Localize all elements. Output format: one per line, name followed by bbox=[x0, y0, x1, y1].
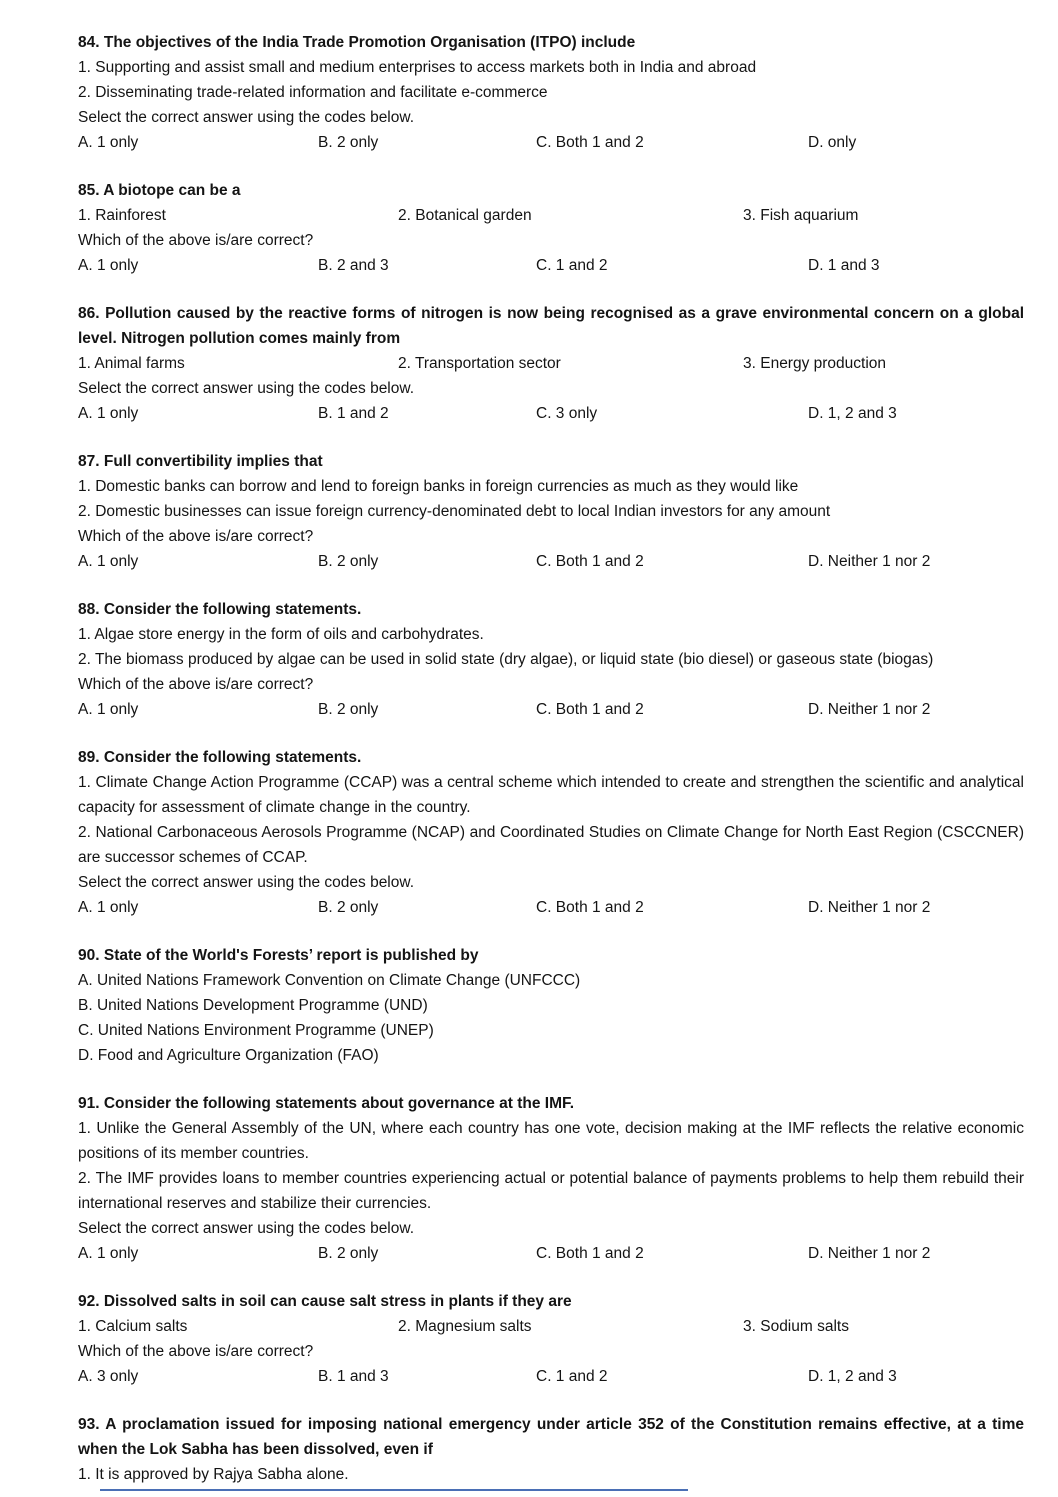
item-1: 1. Animal farms bbox=[78, 355, 185, 372]
statement-line: 1. Supporting and assist small and medium enterprises to access markets both in India and abroad bbox=[78, 59, 757, 76]
item-2: 2. Botanical garden bbox=[398, 207, 532, 224]
question-title: 93. A proclamation issued for imposing national emergency under article 352 of the Constitution remains effective, at a time when the Lok Sabha has been dissolved, even if bbox=[78, 1416, 1024, 1458]
question-title: 92. Dissolved salts in soil can cause salt stress in plants if they are bbox=[78, 1293, 572, 1310]
question-87 bbox=[78, 449, 1024, 574]
question-91 bbox=[78, 1091, 1024, 1266]
question-prompt: Select the correct answer using the codes below. bbox=[78, 109, 415, 126]
question-prompt: Select the correct answer using the codes below. bbox=[78, 1220, 415, 1237]
footer-divider-line bbox=[100, 1489, 688, 1491]
question-prompt: Which of the above is/are correct? bbox=[78, 676, 314, 693]
option-b: B. 1 and 3 bbox=[318, 1368, 389, 1385]
option-c: C. Both 1 and 2 bbox=[536, 701, 644, 718]
option-a: A. 1 only bbox=[78, 1245, 139, 1262]
options-row bbox=[78, 895, 1024, 920]
option-c: C. Both 1 and 2 bbox=[536, 899, 644, 916]
options-row bbox=[78, 253, 1024, 278]
option-b: B. 2 only bbox=[318, 701, 379, 718]
option-a: A. 1 only bbox=[78, 257, 139, 274]
item-2: 2. Magnesium salts bbox=[398, 1318, 532, 1335]
option-line-d: D. Food and Agriculture Organization (FAO) bbox=[78, 1047, 379, 1064]
item-3: 3. Sodium salts bbox=[743, 1318, 849, 1335]
question-93 bbox=[78, 1412, 1024, 1487]
option-a: A. 3 only bbox=[78, 1368, 139, 1385]
options-row bbox=[78, 697, 1024, 722]
question-prompt: Which of the above is/are correct? bbox=[78, 1343, 314, 1360]
question-title: 86. Pollution caused by the reactive forms of nitrogen is now being recognised as a grave environmental concern on a global level. Nitrogen pollution comes mainly from bbox=[78, 305, 1024, 347]
option-d: D. 1, 2 and 3 bbox=[808, 1368, 897, 1385]
question-86 bbox=[78, 301, 1024, 426]
question-89 bbox=[78, 745, 1024, 920]
option-c: C. 1 and 2 bbox=[536, 257, 608, 274]
statement-line: 2. Domestic businesses can issue foreign currency-denominated debt to local Indian investors for any amount bbox=[78, 503, 831, 520]
option-b: B. 2 and 3 bbox=[318, 257, 389, 274]
question-84 bbox=[78, 30, 1024, 155]
option-d: D. only bbox=[808, 134, 857, 151]
option-line-c: C. United Nations Environment Programme (UNEP) bbox=[78, 1022, 434, 1039]
question-92 bbox=[78, 1289, 1024, 1389]
option-d: D. Neither 1 nor 2 bbox=[808, 553, 931, 570]
item-1: 1. Rainforest bbox=[78, 207, 166, 224]
question-prompt: Which of the above is/are correct? bbox=[78, 528, 314, 545]
option-line-b: B. United Nations Development Programme (UND) bbox=[78, 997, 428, 1014]
option-a: A. 1 only bbox=[78, 405, 139, 422]
option-b: B. 2 only bbox=[318, 134, 379, 151]
option-c: C. 3 only bbox=[536, 405, 598, 422]
items-row bbox=[78, 203, 1024, 228]
option-line-a: A. United Nations Framework Convention on Climate Change (UNFCCC) bbox=[78, 972, 581, 989]
statement-line: 1. Algae store energy in the form of oils and carbohydrates. bbox=[78, 626, 484, 643]
question-title: 90. State of the World's Forests’ report is published by bbox=[78, 947, 479, 964]
statement-line: 1. Domestic banks can borrow and lend to foreign banks in foreign currencies as much as they would like bbox=[78, 478, 799, 495]
question-88 bbox=[78, 597, 1024, 722]
option-a: A. 1 only bbox=[78, 134, 139, 151]
option-d: D. Neither 1 nor 2 bbox=[808, 1245, 931, 1262]
question-title: 88. Consider the following statements. bbox=[78, 601, 362, 618]
options-row bbox=[78, 549, 1024, 574]
option-b: B. 1 and 2 bbox=[318, 405, 389, 422]
question-85 bbox=[78, 178, 1024, 278]
option-d: D. 1 and 3 bbox=[808, 257, 880, 274]
option-a: A. 1 only bbox=[78, 553, 139, 570]
options-row bbox=[78, 401, 1024, 426]
item-2: 2. Transportation sector bbox=[398, 355, 561, 372]
statement-line: 2. The IMF provides loans to member countries experiencing actual or potential balance of payments problems to help them rebuild their international reserves and stabilize their currencies. bbox=[78, 1170, 1024, 1212]
options-row bbox=[78, 1364, 1024, 1389]
item-1: 1. Calcium salts bbox=[78, 1318, 188, 1335]
question-title: 85. A biotope can be a bbox=[78, 182, 241, 199]
items-row bbox=[78, 351, 1024, 376]
question-90 bbox=[78, 943, 1024, 1068]
statement-line: 1. Climate Change Action Programme (CCAP) was a central scheme which intended to create and strengthen the scientific and analytical capacity for assessment of climate change in the country. bbox=[78, 774, 1024, 816]
question-title: 91. Consider the following statements about governance at the IMF. bbox=[78, 1095, 575, 1112]
statement-line: 1. Unlike the General Assembly of the UN, where each country has one vote, decision making at the IMF reflects the relative economic positions of its member countries. bbox=[78, 1120, 1024, 1162]
options-row bbox=[78, 130, 1024, 155]
option-d: D. Neither 1 nor 2 bbox=[808, 701, 931, 718]
option-b: B. 2 only bbox=[318, 553, 379, 570]
question-prompt: Which of the above is/are correct? bbox=[78, 232, 314, 249]
statement-line: 2. National Carbonaceous Aerosols Programme (NCAP) and Coordinated Studies on Climate Change for North East Region (CSCCNER) are successor schemes of CCAP. bbox=[78, 824, 1024, 866]
option-a: A. 1 only bbox=[78, 701, 139, 718]
item-3: 3. Energy production bbox=[743, 355, 887, 372]
question-title: 84. The objectives of the India Trade Promotion Organisation (ITPO) include bbox=[78, 34, 636, 51]
option-c: C. Both 1 and 2 bbox=[536, 134, 644, 151]
option-d: D. 1, 2 and 3 bbox=[808, 405, 897, 422]
statement-line: 2. Disseminating trade-related information and facilitate e-commerce bbox=[78, 84, 548, 101]
option-d: D. Neither 1 nor 2 bbox=[808, 899, 931, 916]
options-row bbox=[78, 1241, 1024, 1266]
statement-line: 1. It is approved by Rajya Sabha alone. bbox=[78, 1466, 349, 1483]
option-b: B. 2 only bbox=[318, 899, 379, 916]
items-row bbox=[78, 1314, 1024, 1339]
question-prompt: Select the correct answer using the codes below. bbox=[78, 874, 415, 891]
option-c: C. Both 1 and 2 bbox=[536, 553, 644, 570]
option-c: C. 1 and 2 bbox=[536, 1368, 608, 1385]
option-b: B. 2 only bbox=[318, 1245, 379, 1262]
question-prompt: Select the correct answer using the codes below. bbox=[78, 380, 415, 397]
question-title: 89. Consider the following statements. bbox=[78, 749, 362, 766]
option-a: A. 1 only bbox=[78, 899, 139, 916]
option-c: C. Both 1 and 2 bbox=[536, 1245, 644, 1262]
question-title: 87. Full convertibility implies that bbox=[78, 453, 323, 470]
item-3: 3. Fish aquarium bbox=[743, 207, 859, 224]
statement-line: 2. The biomass produced by algae can be used in solid state (dry algae), or liquid state (bio diesel) or gaseous state (biogas) bbox=[78, 651, 934, 668]
